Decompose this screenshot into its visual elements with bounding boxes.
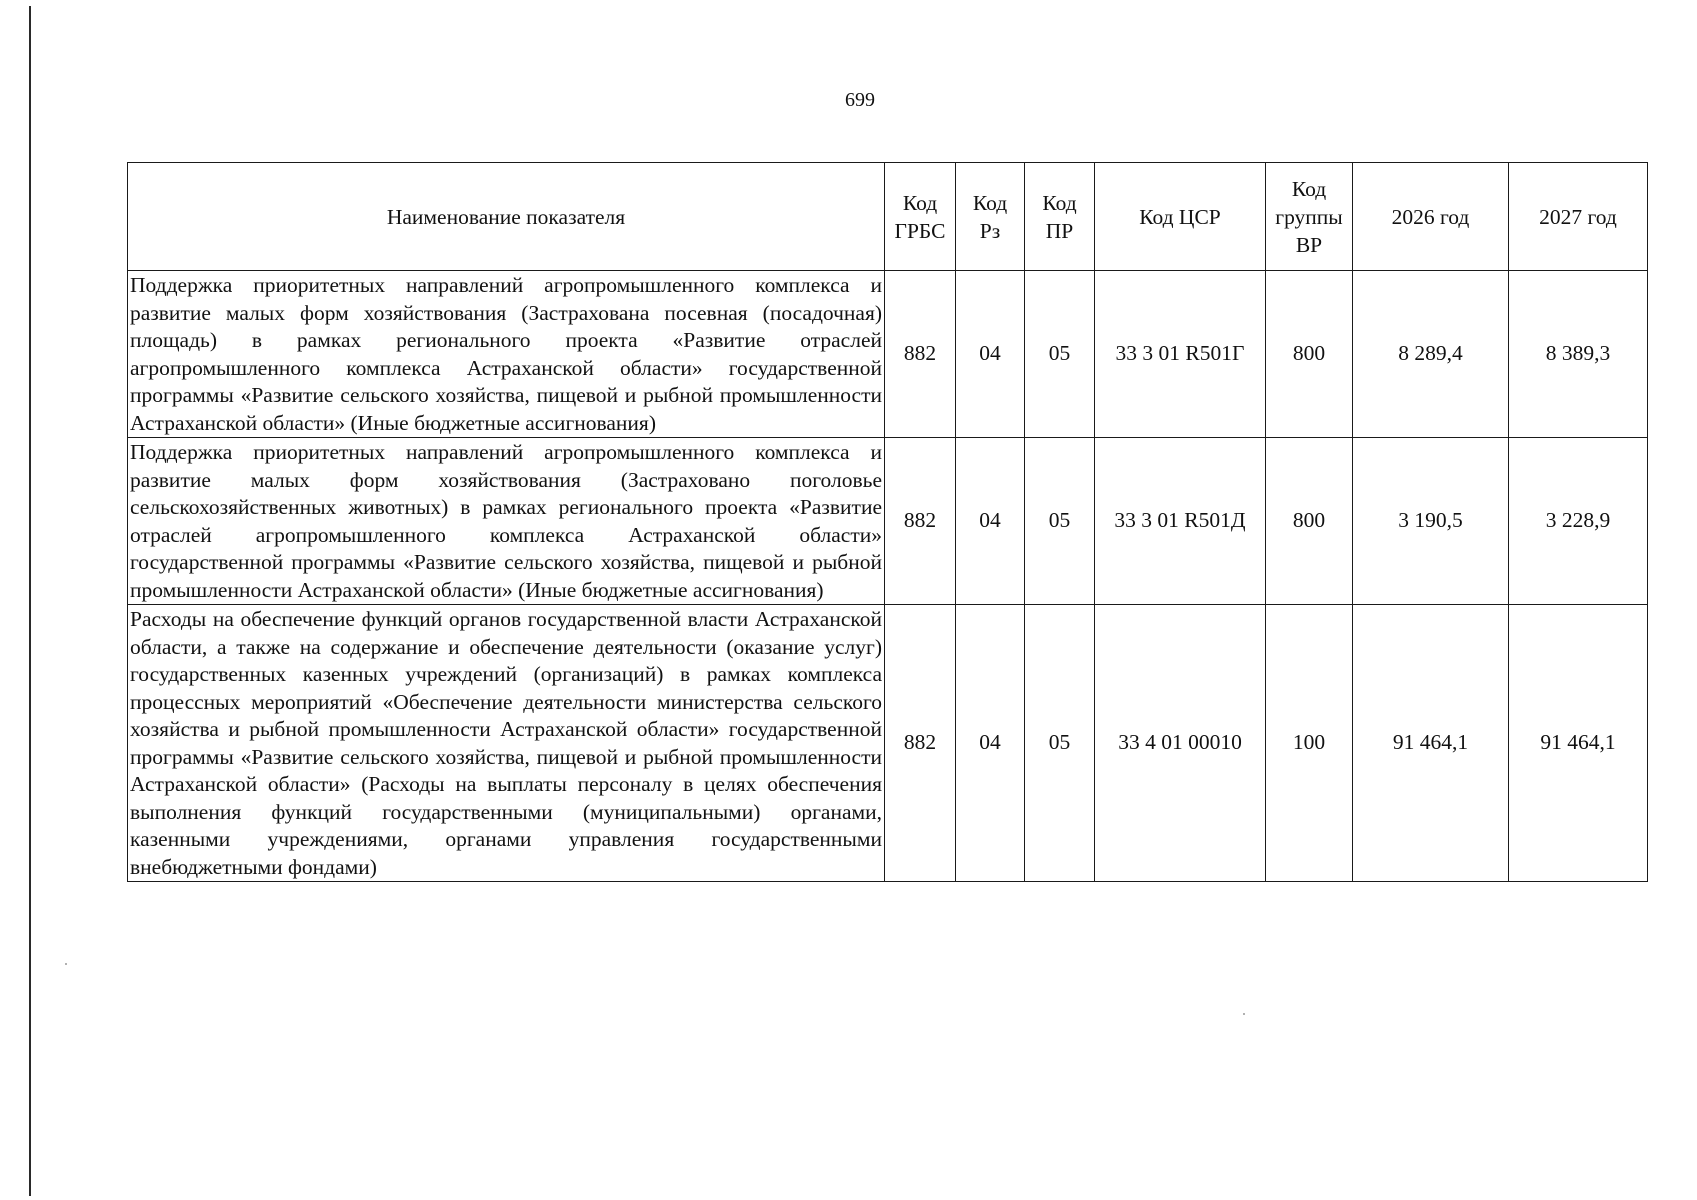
- row-pr: 05: [1025, 271, 1095, 438]
- row-vr: 800: [1266, 438, 1353, 605]
- header-name: Наименование показателя: [128, 163, 885, 271]
- row-2026: 3 190,5: [1353, 438, 1509, 605]
- row-name: Расходы на обеспечение функций органов государственной власти Астраханской области, а также на содержание и обеспечение деятельности (оказание услуг) государственных казенных учреждений (организаций) в рамках комплекса процессных мероприятий «Обеспечение деятельности министерства сельского хозяйства и рыбной промышленности Астраханской области» государственной программы «Развитие сельского хозяйства, пищевой и рыбной промышленности Астраханской области» (Расходы на выплаты персоналу в целях обеспечения выполнения функций государственными (муниципальными) органами, казенными учреждениями, органами управления государственными внебюджетными фондами): [128, 605, 885, 882]
- header-vr: Код группы ВР: [1266, 163, 1353, 271]
- row-name: Поддержка приоритетных направлений агропромышленного комплекса и развитие малых форм хозяйствования (Застрахована посевная (посадочная) площадь) в рамках регионального проекта «Развитие отраслей агропромышленного комплекса Астраханской области» государственной программы «Развитие сельского хозяйства, пищевой и рыбной промышленности Астраханской области» (Иные бюджетные ассигнования): [128, 271, 885, 438]
- row-csr: 33 3 01 R501Г: [1095, 271, 1266, 438]
- row-pr: 05: [1025, 438, 1095, 605]
- row-csr: 33 4 01 00010: [1095, 605, 1266, 882]
- header-csr: Код ЦСР: [1095, 163, 1266, 271]
- row-pr: 05: [1025, 605, 1095, 882]
- scan-speck: [1243, 1013, 1245, 1015]
- row-2026: 91 464,1: [1353, 605, 1509, 882]
- row-grbs: 882: [885, 271, 956, 438]
- row-2027: 3 228,9: [1509, 438, 1648, 605]
- header-2026: 2026 год: [1353, 163, 1509, 271]
- row-2027: 8 389,3: [1509, 271, 1648, 438]
- header-2027: 2027 год: [1509, 163, 1648, 271]
- header-pr: Код ПР: [1025, 163, 1095, 271]
- scan-speck: [65, 963, 67, 965]
- budget-table: [127, 162, 1648, 882]
- row-name: Поддержка приоритетных направлений агропромышленного комплекса и развитие малых форм хозяйствования (Застраховано поголовье сельскохозяйственных животных) в рамках регионального проекта «Развитие отраслей агропромышленного комплекса Астраханской области» государственной программы «Развитие сельского хозяйства, пищевой и рыбной промышленности Астраханской области» (Иные бюджетные ассигнования): [128, 438, 885, 605]
- table-row: [128, 271, 1648, 438]
- row-grbs: 882: [885, 605, 956, 882]
- table-row: [128, 605, 1648, 882]
- header-grbs: Код ГРБС: [885, 163, 956, 271]
- row-rz: 04: [956, 438, 1025, 605]
- binding-margin-line: [29, 6, 31, 1196]
- table-row: [128, 438, 1648, 605]
- page-number: 699: [845, 89, 875, 111]
- row-csr: 33 3 01 R501Д: [1095, 438, 1266, 605]
- row-grbs: 882: [885, 438, 956, 605]
- table-header-row: [128, 163, 1648, 271]
- row-vr: 100: [1266, 605, 1353, 882]
- header-rz: Код Рз: [956, 163, 1025, 271]
- row-rz: 04: [956, 605, 1025, 882]
- row-rz: 04: [956, 271, 1025, 438]
- row-2027: 91 464,1: [1509, 605, 1648, 882]
- row-2026: 8 289,4: [1353, 271, 1509, 438]
- row-vr: 800: [1266, 271, 1353, 438]
